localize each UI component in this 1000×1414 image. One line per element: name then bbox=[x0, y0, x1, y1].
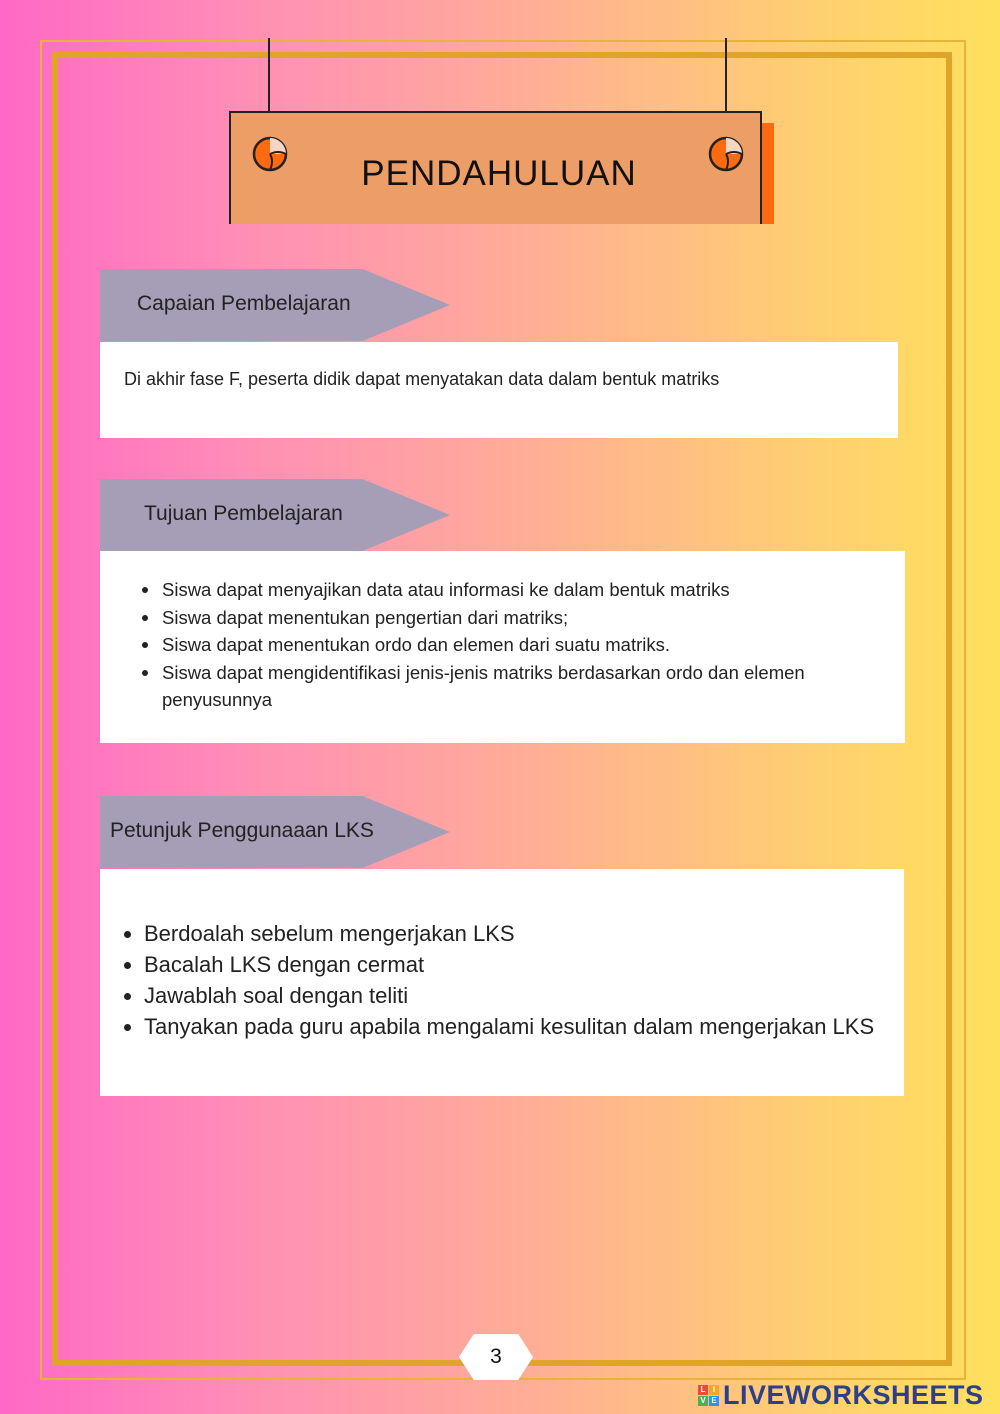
petunjuk-label: Petunjuk Penggunaaan LKS bbox=[110, 819, 374, 842]
watermark-text: LIVEWORKSHEETS bbox=[723, 1379, 984, 1410]
logo-letter-v: V bbox=[698, 1396, 708, 1406]
logo-letter-i: I bbox=[709, 1385, 719, 1395]
capaian-text: Di akhir fase F, peserta didik dapat menyatakan data dalam bentuk matriks bbox=[124, 369, 720, 389]
list-item: Siswa dapat mengidentifikasi jenis-jenis matriks berdasarkan ordo dan elemen penyusunnya bbox=[122, 659, 882, 714]
petunjuk-list bbox=[104, 918, 902, 1042]
list-item: Siswa dapat menentukan pengertian dari matriks; bbox=[122, 604, 882, 632]
logo-letter-e: E bbox=[709, 1396, 719, 1406]
page-number: 3 bbox=[490, 1345, 502, 1368]
capaian-box bbox=[100, 342, 898, 438]
liveworksheets-logo-icon bbox=[698, 1385, 719, 1406]
list-item: Siswa dapat menentukan ordo dan elemen dari suatu matriks. bbox=[122, 631, 882, 659]
logo-letter-l: L bbox=[698, 1385, 708, 1395]
list-item: Jawablah soal dengan teliti bbox=[104, 980, 902, 1011]
list-item: Bacalah LKS dengan cermat bbox=[104, 949, 902, 980]
list-item: Berdoalah sebelum mengerjakan LKS bbox=[104, 918, 902, 949]
tujuan-label: Tujuan Pembelajaran bbox=[144, 502, 343, 525]
list-item: Tanyakan pada guru apabila mengalami kesulitan dalam mengerjakan LKS bbox=[104, 1011, 902, 1042]
tujuan-list bbox=[122, 576, 882, 714]
liveworksheets-watermark[interactable] bbox=[698, 1378, 984, 1412]
capaian-label: Capaian Pembelajaran bbox=[137, 292, 351, 315]
page-title: PENDAHULUAN bbox=[361, 154, 637, 193]
list-item: Siswa dapat menyajikan data atau informasi ke dalam bentuk matriks bbox=[122, 576, 882, 604]
